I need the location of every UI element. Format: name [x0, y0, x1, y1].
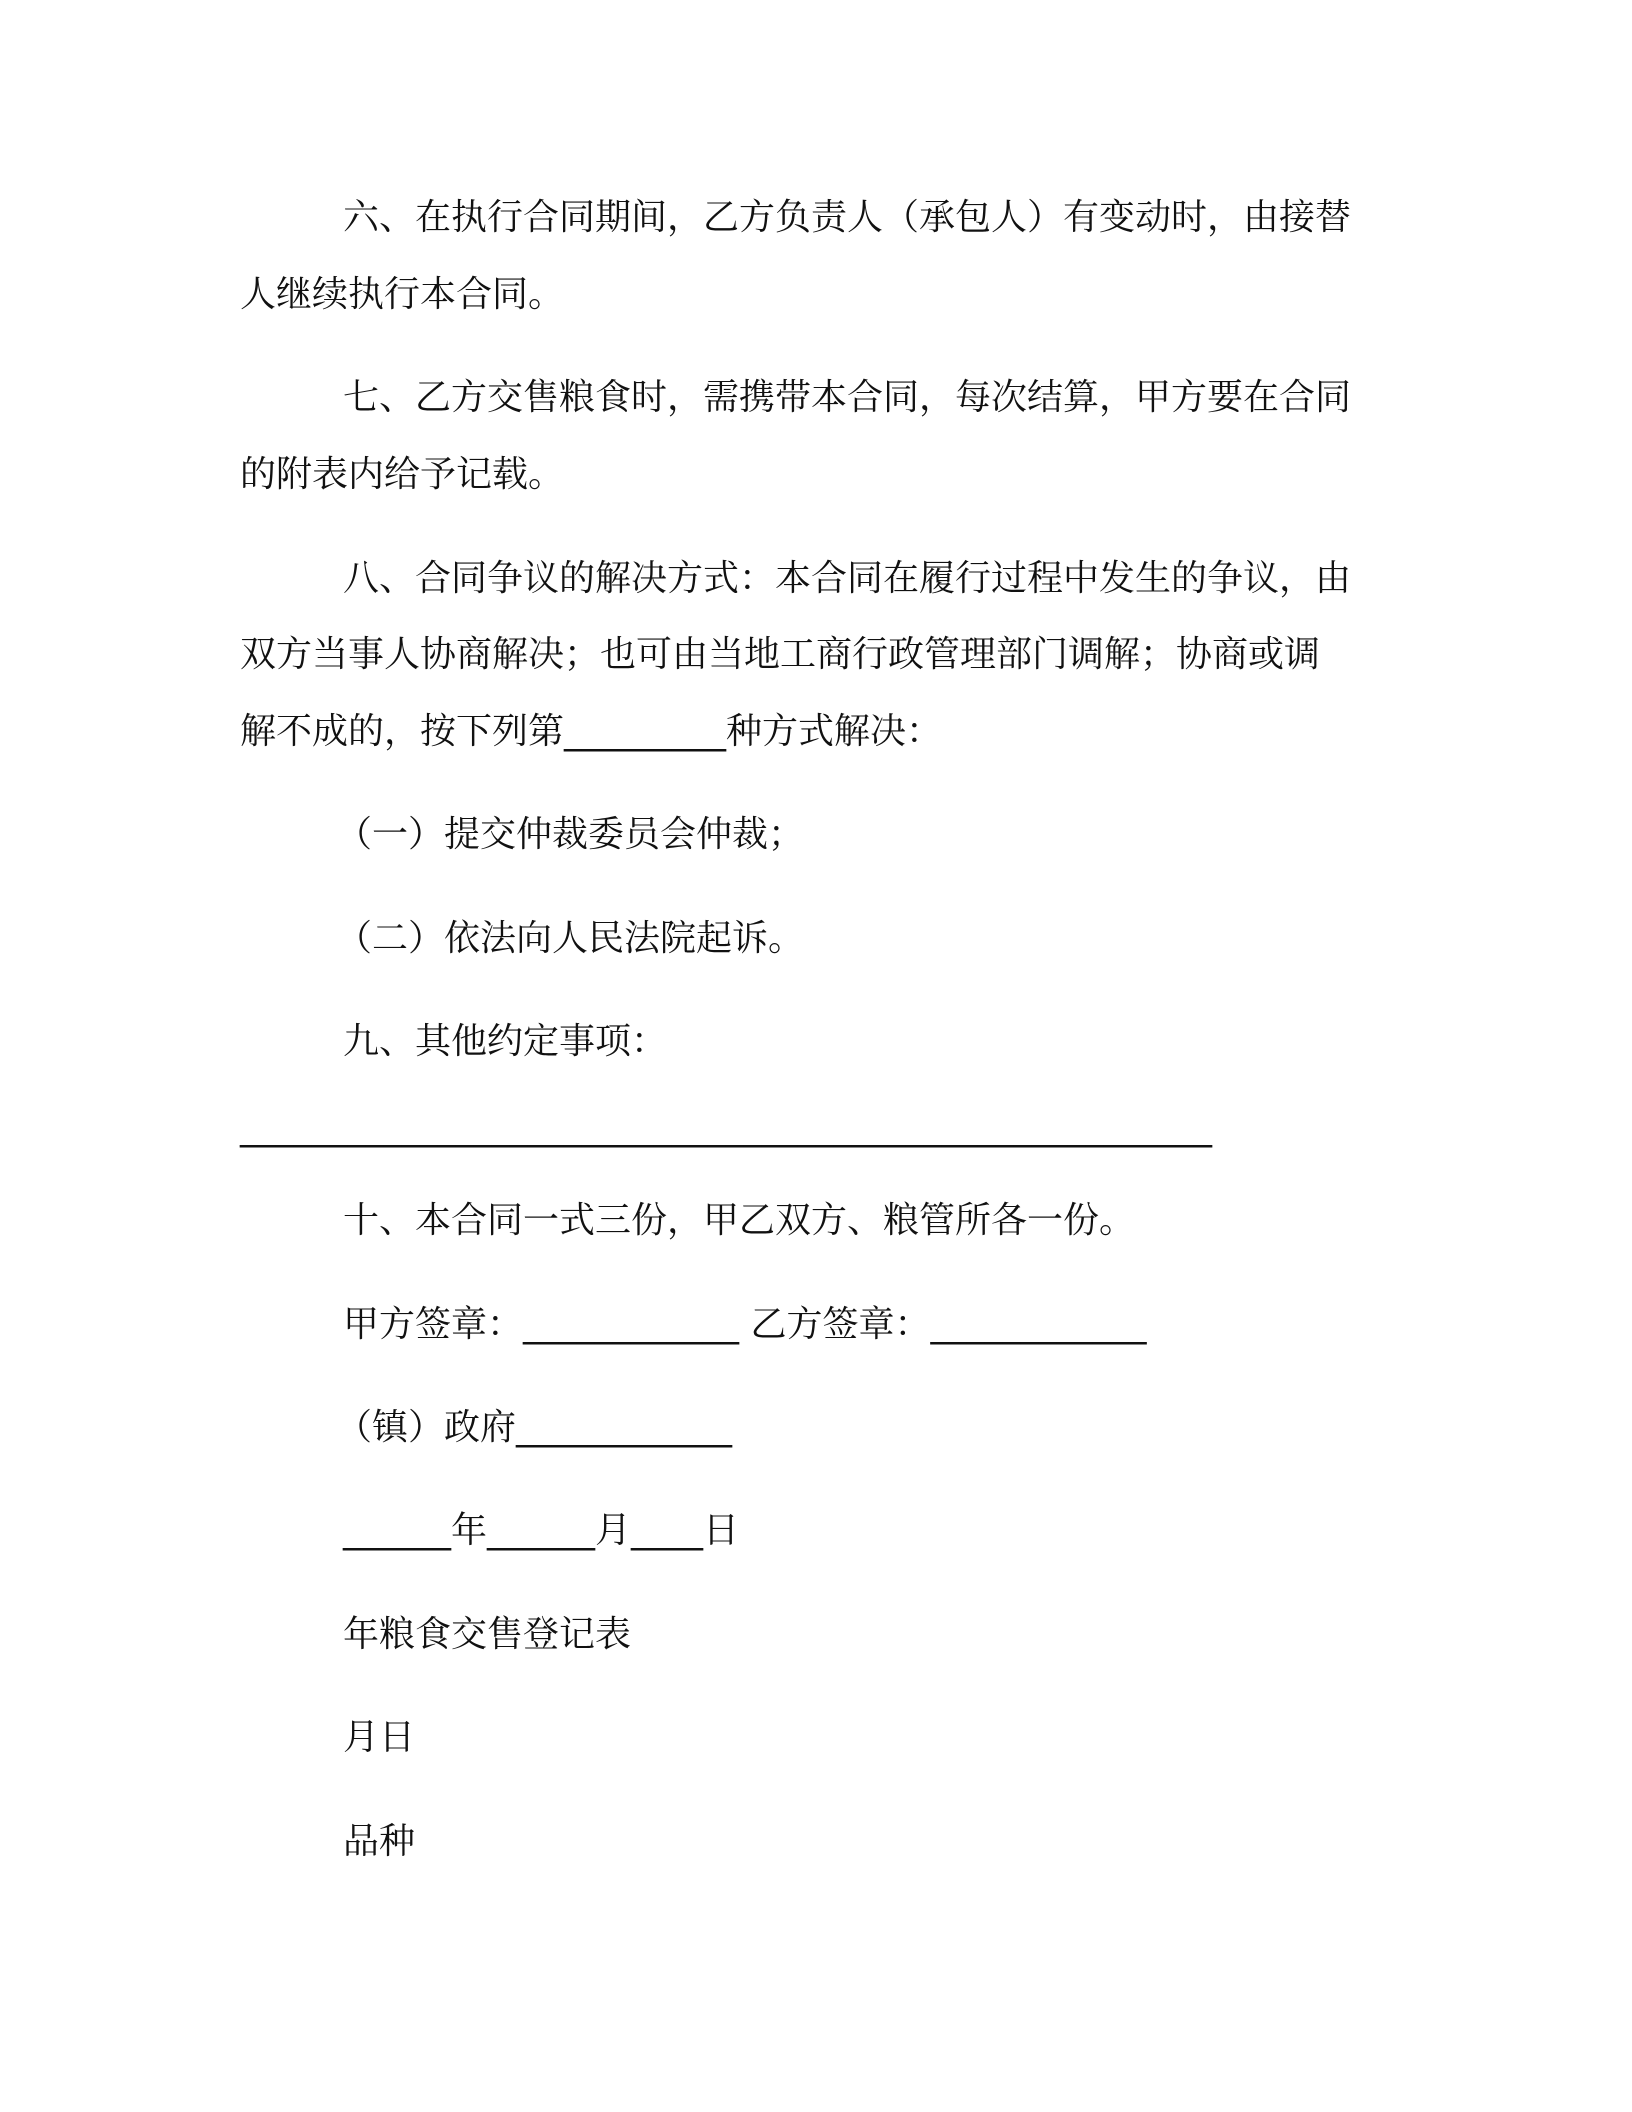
clause-6-line-2: 人继续执行本合同。 [240, 274, 565, 315]
clause-10-text: 十、本合同一式三份，甲乙双方、粮管所各一份。 [343, 1200, 1136, 1241]
clause-7-line-1: 七、乙方交售粮食时，需携带本合同，每次结算，甲方要在合同 [343, 377, 1352, 418]
clause-6-line-1: 六、在执行合同期间，乙方负责人（承包人）有变动时，由接替 [343, 197, 1352, 238]
clause-8-option-1: （一）提交仲裁委员会仲裁； [336, 814, 805, 855]
clause-9-blank-line: ______________________________________________________ [240, 1107, 1212, 1148]
appendix-column-variety: 品种 [343, 1821, 416, 1862]
signature-line: 甲方签章：____________ 乙方签章：____________ [343, 1304, 1147, 1345]
clause-9-title: 九、其他约定事项： [343, 1021, 668, 1062]
appendix-column-date: 月日 [343, 1717, 416, 1758]
clause-8-line-2: 双方当事人协商解决；也可由当地工商行政管理部门调解；协商或调 [240, 634, 1321, 675]
clause-7-line-2: 的附表内给予记载。 [240, 454, 565, 495]
clause-8-option-2: （二）依法向人民法院起诉。 [336, 918, 805, 959]
government-signature: （镇）政府____________ [336, 1407, 733, 1448]
clause-8-line-3: 解不成的，按下列第_________种方式解决： [240, 711, 943, 752]
date-line: ______年______月____日 [343, 1510, 739, 1551]
clause-8-line-1: 八、合同争议的解决方式：本合同在履行过程中发生的争议，由 [343, 558, 1352, 599]
appendix-title: 年粮食交售登记表 [343, 1614, 632, 1655]
